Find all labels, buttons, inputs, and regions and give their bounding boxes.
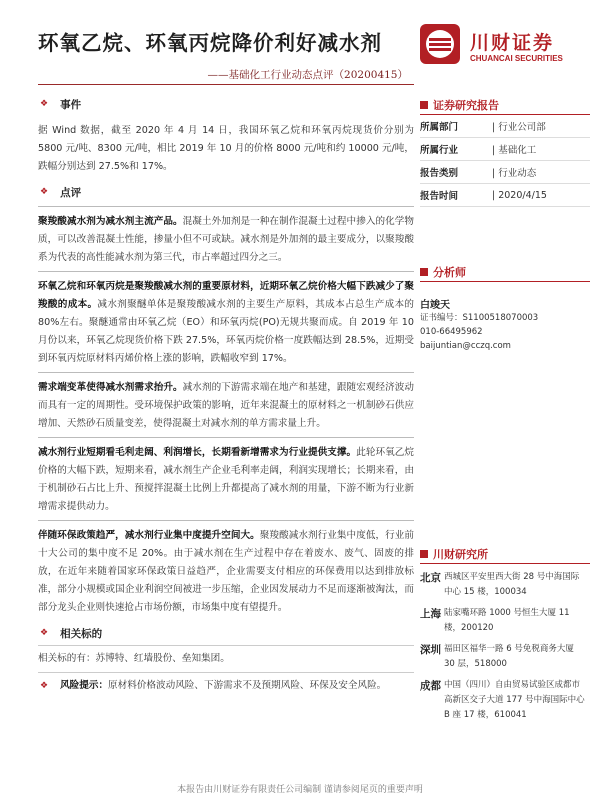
- report-info-list: [420, 115, 590, 207]
- paragraph-2-body: 减水剂聚醚单体是聚羧酸减水剂的主要生产原料，其成本占总生产成本的 80%左右。聚醚通常由环氧乙烷（EO）和环氧丙烷(PO)无规共聚而成。自 2019 年 10 月份以来，环氧乙烷现货价格下跌 27.5%，环氧丙烷价格一度跌幅达到 28.5%，近期受到环氧丙烷原材料丙烯价格上涨的影响，跌幅收窄到 17%。: [38, 299, 415, 364]
- office-item: [420, 606, 590, 636]
- diamond-icon: ❖: [40, 187, 49, 197]
- info-value: | 行业公司部: [492, 122, 546, 133]
- analyst-name: 白竣天: [420, 300, 450, 311]
- analyst-cert: 证书编号：S1100518070003: [420, 313, 539, 323]
- info-value: | 2020/4/15: [492, 189, 547, 201]
- comment-heading: [38, 184, 414, 200]
- report-type-label: 证券研究报告: [433, 99, 499, 112]
- paragraph-3: [38, 379, 414, 433]
- info-row: [420, 115, 590, 138]
- divider: [38, 645, 414, 646]
- info-key: 所属行业: [420, 145, 459, 156]
- logo-mark-icon: [420, 24, 460, 64]
- info-value: | 基础化工: [492, 145, 537, 156]
- office-city: 深圳: [420, 644, 441, 656]
- office-city: 成都: [420, 680, 441, 692]
- report-title: 环氧乙烷、环氧丙烷降价利好减水剂: [38, 31, 382, 55]
- footer-disclaimer: 本报告由川财证券有限责任公司编制 谨请参阅尾页的重要声明: [177, 785, 423, 795]
- paragraph-4-body: 此轮环氧乙烷价格的大幅下跌，短期来看，减水剂生产企业毛利率走阔，利润实现增长；长期来看，由于机制砂石占比上升、预搅拌混凝土比例上升都提高了减水剂的用量，下游不断为行业新增需求提供动力。: [38, 447, 415, 512]
- info-value: | 行业动态: [492, 168, 537, 179]
- info-row: [420, 161, 590, 184]
- paragraph-5: [38, 527, 414, 617]
- main-column: [38, 96, 414, 695]
- divider: [38, 520, 414, 521]
- paragraph-5-lead: 伴随环保政策趋严，减水剂行业集中度提升空间大。: [38, 530, 260, 541]
- company-logo: [420, 24, 590, 68]
- targets-paragraph: 相关标的有：苏博特、红墙股份、垒知集团。: [38, 653, 230, 664]
- analyst-heading-label: 分析师: [433, 266, 466, 279]
- office-item: [420, 642, 590, 672]
- diamond-icon: ❖: [40, 628, 49, 638]
- info-row: [420, 184, 590, 207]
- office-address: 陆家嘴环路 1000 号恒生大厦 11 楼，200120: [444, 608, 570, 633]
- square-bullet-icon: [420, 101, 428, 109]
- risk-body: 原材料价格波动风险、下游需求不及预期风险、环保及安全风险。: [108, 680, 387, 691]
- analyst-heading: [420, 263, 590, 282]
- report-subtitle: ——基础化工行业动态点评（20200415）: [207, 69, 408, 81]
- divider: [38, 437, 414, 438]
- paragraph-5-body: 聚羧酸减水剂行业集中度低，行业前十大公司的集中度不足 20%。由于减水剂在生产过程中存在着废水、废气、固废的排放，在近年来随着国家环保政策日益趋严，企业需要支付相应的环保费用以达到排放标准，部分小规模或国企业利润空间被进一步压缩，企业因发展动力不足而逐渐被淘汰，而部分龙头企业则快速抢占市场份额，市场集中度有望提升。: [38, 530, 415, 613]
- paragraph-1-lead: 聚羧酸减水剂为减水剂主流产品。: [38, 216, 183, 227]
- targets-heading: [38, 625, 414, 641]
- paragraph-2: [38, 278, 414, 368]
- office-list: [420, 570, 590, 723]
- paragraph-4-lead: 减水剂行业短期看毛利走阔、利润增长，长期看新增需求为行业提供支撑。: [38, 447, 357, 458]
- targets-heading-label: 相关标的: [60, 627, 103, 640]
- diamond-icon: ❖: [40, 681, 49, 691]
- institute-heading-label: 川财研究所: [433, 548, 488, 561]
- office-address: 西城区平安里西大街 28 号中海国际中心 15 楼，100034: [444, 572, 580, 597]
- paragraph-4: [38, 444, 414, 516]
- paragraph-3-body: 减水剂的下游需求端在地产和基建，跟随宏观经济波动而具有一定的周期性。受环境保护政策的影响，近年来混凝土的原材料之一机制砂石供应增加、天然砂石质量变差，使得混凝土对减水剂的单方需求量上升。: [38, 382, 415, 429]
- event-heading: [38, 96, 414, 112]
- risk-paragraph: [38, 677, 414, 695]
- divider: [38, 271, 414, 272]
- paragraph-2-lead: 环氧乙烷和环氧丙烷是聚羧酸减水剂的重要原材料，近期环氧乙烷价格大幅下跌减少了聚羧酸的成本。: [38, 281, 414, 310]
- risk-lead: 风险提示：: [60, 680, 109, 691]
- diamond-icon: ❖: [40, 99, 49, 109]
- office-item: [420, 570, 590, 600]
- title-rule: [38, 84, 414, 85]
- info-key: 所属部门: [420, 122, 459, 133]
- divider: [38, 372, 414, 373]
- sidebar: [420, 96, 590, 723]
- info-key: 报告时间: [420, 191, 459, 202]
- office-address: 中国（四川）自由贸易试验区成都市高新区交子大道 177 号中海国际中心 B 座 17 楼，610041: [444, 680, 585, 720]
- office-item: [420, 678, 590, 723]
- event-heading-label: 事件: [60, 98, 82, 111]
- event-paragraph: 据 Wind 数据，截至 2020 年 4 月 14 日，我国环氧乙烷和环氧丙烷现货价分别为 5800 元/吨、8300 元/吨，相比 2019 年 10 月的价格 8000 元/吨和约 10000 元/吨，跌幅分别达到 27.5%和 17%。: [38, 125, 414, 172]
- square-bullet-icon: [420, 268, 428, 276]
- analyst-phone: 010-66495962: [420, 327, 483, 337]
- paragraph-3-lead: 需求端变革使得减水剂需求抬升。: [38, 382, 183, 393]
- comment-heading-label: 点评: [60, 186, 82, 199]
- paragraph-1-body: 混凝土外加剂是一种在制作混凝土过程中掺入的化学物质，可以改善混凝土性能，掺量小但不可或缺。减水剂是外加剂的最主要成分，以聚羧酸系为代表的高性能减水剂为第三代，市占率超过四分之三。: [38, 216, 415, 263]
- logo-en-text: CHUANCAI SECURITIES: [470, 54, 563, 63]
- office-city: 北京: [420, 572, 441, 584]
- report-type-heading: [420, 96, 590, 115]
- institute-heading: [420, 545, 590, 564]
- logo-cn-text: 川财证券: [470, 32, 555, 54]
- square-bullet-icon: [420, 550, 428, 558]
- analyst-email[interactable]: baijuntian@cczq.com: [420, 341, 511, 351]
- info-key: 报告类别: [420, 168, 459, 179]
- divider: [38, 206, 414, 207]
- office-address: 福田区福华一路 6 号免税商务大厦 30 层，518000: [444, 644, 574, 669]
- paragraph-1: [38, 213, 414, 267]
- divider: [38, 672, 414, 673]
- office-city: 上海: [420, 608, 441, 620]
- info-row: [420, 138, 590, 161]
